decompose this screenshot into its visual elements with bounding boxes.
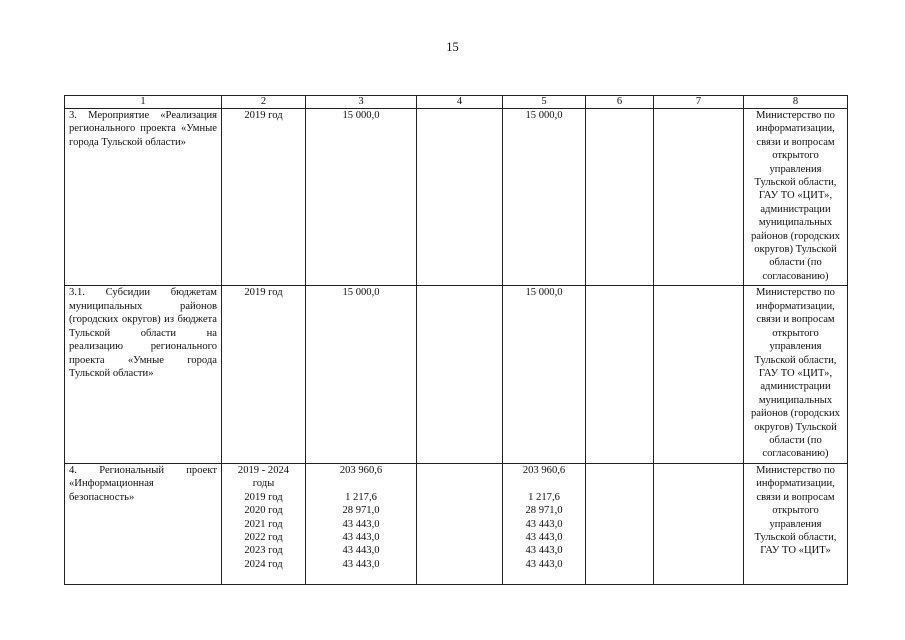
responsible-cell: Министерство по информатизации, связи и вопросам открытого управления Тульской области, ГАУ ТО «ЦИТ», администрации муниципальных районов (городских округов) Тульской области (по согласованию) — [744, 109, 848, 286]
empty-cell — [586, 463, 654, 584]
activity-name: 3.1. Субсидии бюджетам муниципальных районов (городских округов) из бюджета Тульской области на реализацию регионального проекта «Умные города Тульской области» — [65, 286, 222, 463]
empty-cell — [654, 463, 744, 584]
responsible-cell: Министерство по информатизации, связи и вопросам открытого управления Тульской области, ГАУ ТО «ЦИТ», администрации муниципальных районов (городских округов) Тульской области (по согласованию) — [744, 286, 848, 463]
period-cell: 2019 год — [222, 109, 306, 286]
table-row — [65, 463, 848, 584]
empty-cell — [654, 109, 744, 286]
activity-name: 4. Региональный проект «Информационная безопасность» — [65, 463, 222, 584]
column-header: 1 — [65, 96, 222, 109]
column-header: 4 — [417, 96, 503, 109]
page-number: 15 — [446, 40, 459, 54]
amount-cell: 15 000,0 — [503, 286, 586, 463]
empty-cell — [417, 109, 503, 286]
empty-cell — [586, 109, 654, 286]
activity-name: 3. Мероприятие «Реализация регионального проекта «Умные города Тульской области» — [65, 109, 222, 286]
column-header: 5 — [503, 96, 586, 109]
empty-cell — [586, 286, 654, 463]
period-cell: 2019 год — [222, 286, 306, 463]
amount-cell: 15 000,0 — [306, 286, 417, 463]
amount-cell: 15 000,0 — [503, 109, 586, 286]
amount-cell: 15 000,0 — [306, 109, 417, 286]
column-header: 3 — [306, 96, 417, 109]
empty-cell — [417, 463, 503, 584]
column-header: 7 — [654, 96, 744, 109]
table-header-row — [65, 96, 848, 109]
budget-table — [64, 95, 848, 585]
table-row — [65, 109, 848, 286]
column-header: 8 — [744, 96, 848, 109]
column-header: 6 — [586, 96, 654, 109]
amount-cell: 203 960,6 1 217,6 28 971,0 43 443,0 43 443,0 43 443,0 43 443,0 — [306, 463, 417, 584]
empty-cell — [417, 286, 503, 463]
column-header: 2 — [222, 96, 306, 109]
responsible-cell: Министерство по информатизации, связи и вопросам открытого управления Тульской области, ГАУ ТО «ЦИТ» — [744, 463, 848, 584]
table-row — [65, 286, 848, 463]
period-cell: 2019 - 2024 годы 2019 год 2020 год 2021 год 2022 год 2023 год 2024 год — [222, 463, 306, 584]
amount-cell: 203 960,6 1 217,6 28 971,0 43 443,0 43 443,0 43 443,0 43 443,0 — [503, 463, 586, 584]
empty-cell — [654, 286, 744, 463]
